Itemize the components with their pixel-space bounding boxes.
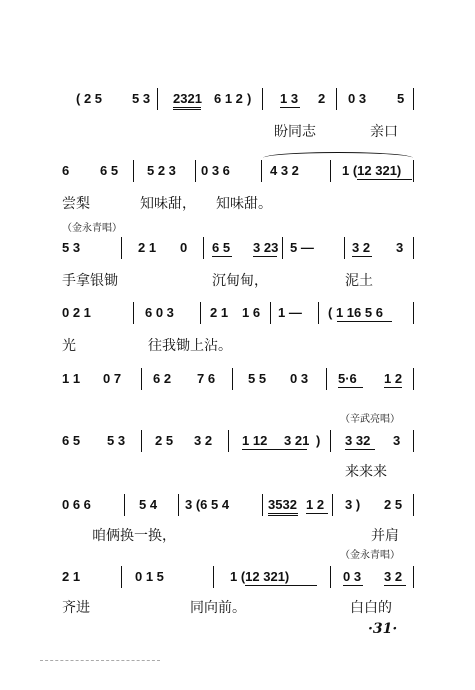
- barline: [121, 237, 122, 259]
- note-group: 0 3 6: [201, 163, 230, 178]
- beam-line: [253, 256, 277, 257]
- note-group: 1 2: [306, 497, 325, 512]
- note-group: ): [247, 91, 252, 106]
- beam-line: [173, 107, 201, 108]
- barline: [413, 494, 414, 516]
- beam-line: [338, 387, 363, 388]
- note-group: 6 5: [100, 163, 119, 178]
- note-group: 2: [318, 91, 326, 106]
- note-group: 3 2: [352, 240, 371, 255]
- barline: [228, 430, 229, 452]
- beam-line: [306, 513, 328, 514]
- lyric-text: 尝梨: [62, 196, 90, 212]
- note-group: 0 3: [290, 371, 309, 386]
- note-group: 3532: [268, 497, 297, 512]
- note-group: 0: [180, 240, 188, 255]
- note-group: 3 21: [284, 433, 310, 448]
- note-group: 2 1: [138, 240, 157, 255]
- barline: [413, 237, 414, 259]
- note-group: 6 0 3: [145, 305, 174, 320]
- note-group: 2 5: [155, 433, 174, 448]
- note-group: 5: [397, 91, 405, 106]
- tie-slur: [263, 152, 413, 158]
- note-group: 0 2 1: [62, 305, 91, 320]
- note-group: 1 (12 321): [230, 569, 290, 584]
- lyric-text: 亲口: [370, 124, 398, 140]
- lyric-text: 来来来: [345, 464, 387, 480]
- lyric-text: 沉甸甸，: [212, 273, 268, 289]
- beam-line: [280, 107, 300, 108]
- lyric-text: 光: [62, 338, 76, 354]
- scan-edge-line: [40, 660, 160, 661]
- beam-line: [173, 109, 201, 110]
- note-group: 5 —: [290, 240, 314, 255]
- barline: [262, 494, 263, 516]
- beam-line: [337, 321, 392, 322]
- note-group: 0 7: [103, 371, 122, 386]
- note-group: 2 1: [210, 305, 229, 320]
- singer-annotation: （金永青唱）: [62, 223, 122, 234]
- barline: [178, 494, 179, 516]
- note-group: 1 3: [280, 91, 299, 106]
- lyric-text: 齐进: [62, 600, 90, 616]
- note-group: 5 2 3: [147, 163, 176, 178]
- note-group: 1 1: [62, 371, 81, 386]
- barline: [326, 368, 327, 390]
- beam-line: [343, 585, 363, 586]
- beam-line: [345, 449, 375, 450]
- lyric-text: 手拿银锄: [62, 273, 118, 289]
- page-number: ·31·: [368, 621, 398, 637]
- beam-line: [384, 387, 402, 388]
- lyric-text: 白白的: [350, 600, 392, 616]
- barline: [133, 160, 134, 182]
- lyric-text: 往我锄上沾。: [148, 338, 232, 354]
- beam-line: [268, 515, 298, 516]
- barline: [262, 88, 263, 110]
- beam-line: [357, 179, 412, 180]
- note-group: 1 —: [278, 305, 302, 320]
- note-group: 6 5: [212, 240, 231, 255]
- singer-annotation: （辛武亮唱）: [340, 414, 400, 425]
- barline: [124, 494, 125, 516]
- note-group: 6 2: [153, 371, 172, 386]
- barline: [330, 566, 331, 588]
- beam-line: [242, 449, 307, 450]
- lyric-text: 咱俩换一换，: [92, 528, 176, 544]
- note-group: 1 6: [242, 305, 261, 320]
- note-group: 4 3 2: [270, 163, 299, 178]
- barline: [133, 302, 134, 324]
- note-group: 7 6: [197, 371, 216, 386]
- barline: [200, 302, 201, 324]
- note-group: ( 1 16 5 6: [328, 305, 383, 320]
- note-group: 3 32: [345, 433, 371, 448]
- note-group: 2 1: [62, 569, 81, 584]
- note-group: ): [316, 433, 321, 448]
- barline: [261, 160, 262, 182]
- lyric-text: 同向前。: [190, 600, 246, 616]
- singer-annotation: （金永青唱）: [340, 550, 400, 561]
- lyric-text: 泥土: [345, 273, 373, 289]
- note-group: 1 (12 321): [342, 163, 402, 178]
- note-group: 5 3: [132, 91, 151, 106]
- beam-line: [268, 513, 298, 514]
- note-group: 6 1 2: [214, 91, 243, 106]
- barline: [413, 160, 414, 182]
- note-group: 5 5: [248, 371, 267, 386]
- beam-line: [384, 585, 406, 586]
- note-group: 3 2: [194, 433, 213, 448]
- barline: [344, 237, 345, 259]
- barline: [318, 302, 319, 324]
- barline: [330, 160, 331, 182]
- barline: [332, 494, 333, 516]
- lyric-text: 并肩: [371, 528, 399, 544]
- barline: [232, 368, 233, 390]
- note-group: 1 12: [242, 433, 268, 448]
- barline: [121, 566, 122, 588]
- note-group: 6: [62, 163, 70, 178]
- barline: [413, 368, 414, 390]
- note-group: 3 ): [345, 497, 361, 512]
- barline: [270, 302, 271, 324]
- note-group: 3: [393, 433, 401, 448]
- note-group: 2 5: [384, 497, 403, 512]
- barline: [213, 566, 214, 588]
- note-group: 5·6: [338, 371, 357, 386]
- note-group: 1 2: [384, 371, 403, 386]
- note-group: 0 6 6: [62, 497, 91, 512]
- note-group: 3 2: [384, 569, 403, 584]
- note-group: 0 1 5: [135, 569, 164, 584]
- barline: [157, 88, 158, 110]
- barline: [413, 566, 414, 588]
- barline: [141, 368, 142, 390]
- barline: [141, 430, 142, 452]
- barline: [413, 88, 414, 110]
- barline: [413, 430, 414, 452]
- note-group: 5 4: [139, 497, 158, 512]
- note-group: ( 2 5: [76, 91, 103, 106]
- note-group: 6 5: [62, 433, 81, 448]
- lyric-text: 知味甜。: [216, 196, 272, 212]
- note-group: 5 3: [62, 240, 81, 255]
- barline: [336, 88, 337, 110]
- note-group: 0 3: [348, 91, 367, 106]
- note-group: 3: [396, 240, 404, 255]
- note-group: 2321: [173, 91, 202, 106]
- barline: [203, 237, 204, 259]
- beam-line: [212, 256, 232, 257]
- note-group: 3 (6 5 4: [185, 497, 230, 512]
- beam-line: [352, 256, 372, 257]
- barline: [282, 237, 283, 259]
- note-group: 3 23: [253, 240, 279, 255]
- lyric-text: 盼同志: [274, 124, 316, 140]
- barline: [330, 430, 331, 452]
- barline: [195, 160, 196, 182]
- note-group: 5 3: [107, 433, 126, 448]
- note-group: 0 3: [343, 569, 362, 584]
- beam-line: [245, 585, 317, 586]
- lyric-text: 知味甜，: [140, 196, 196, 212]
- barline: [413, 302, 414, 324]
